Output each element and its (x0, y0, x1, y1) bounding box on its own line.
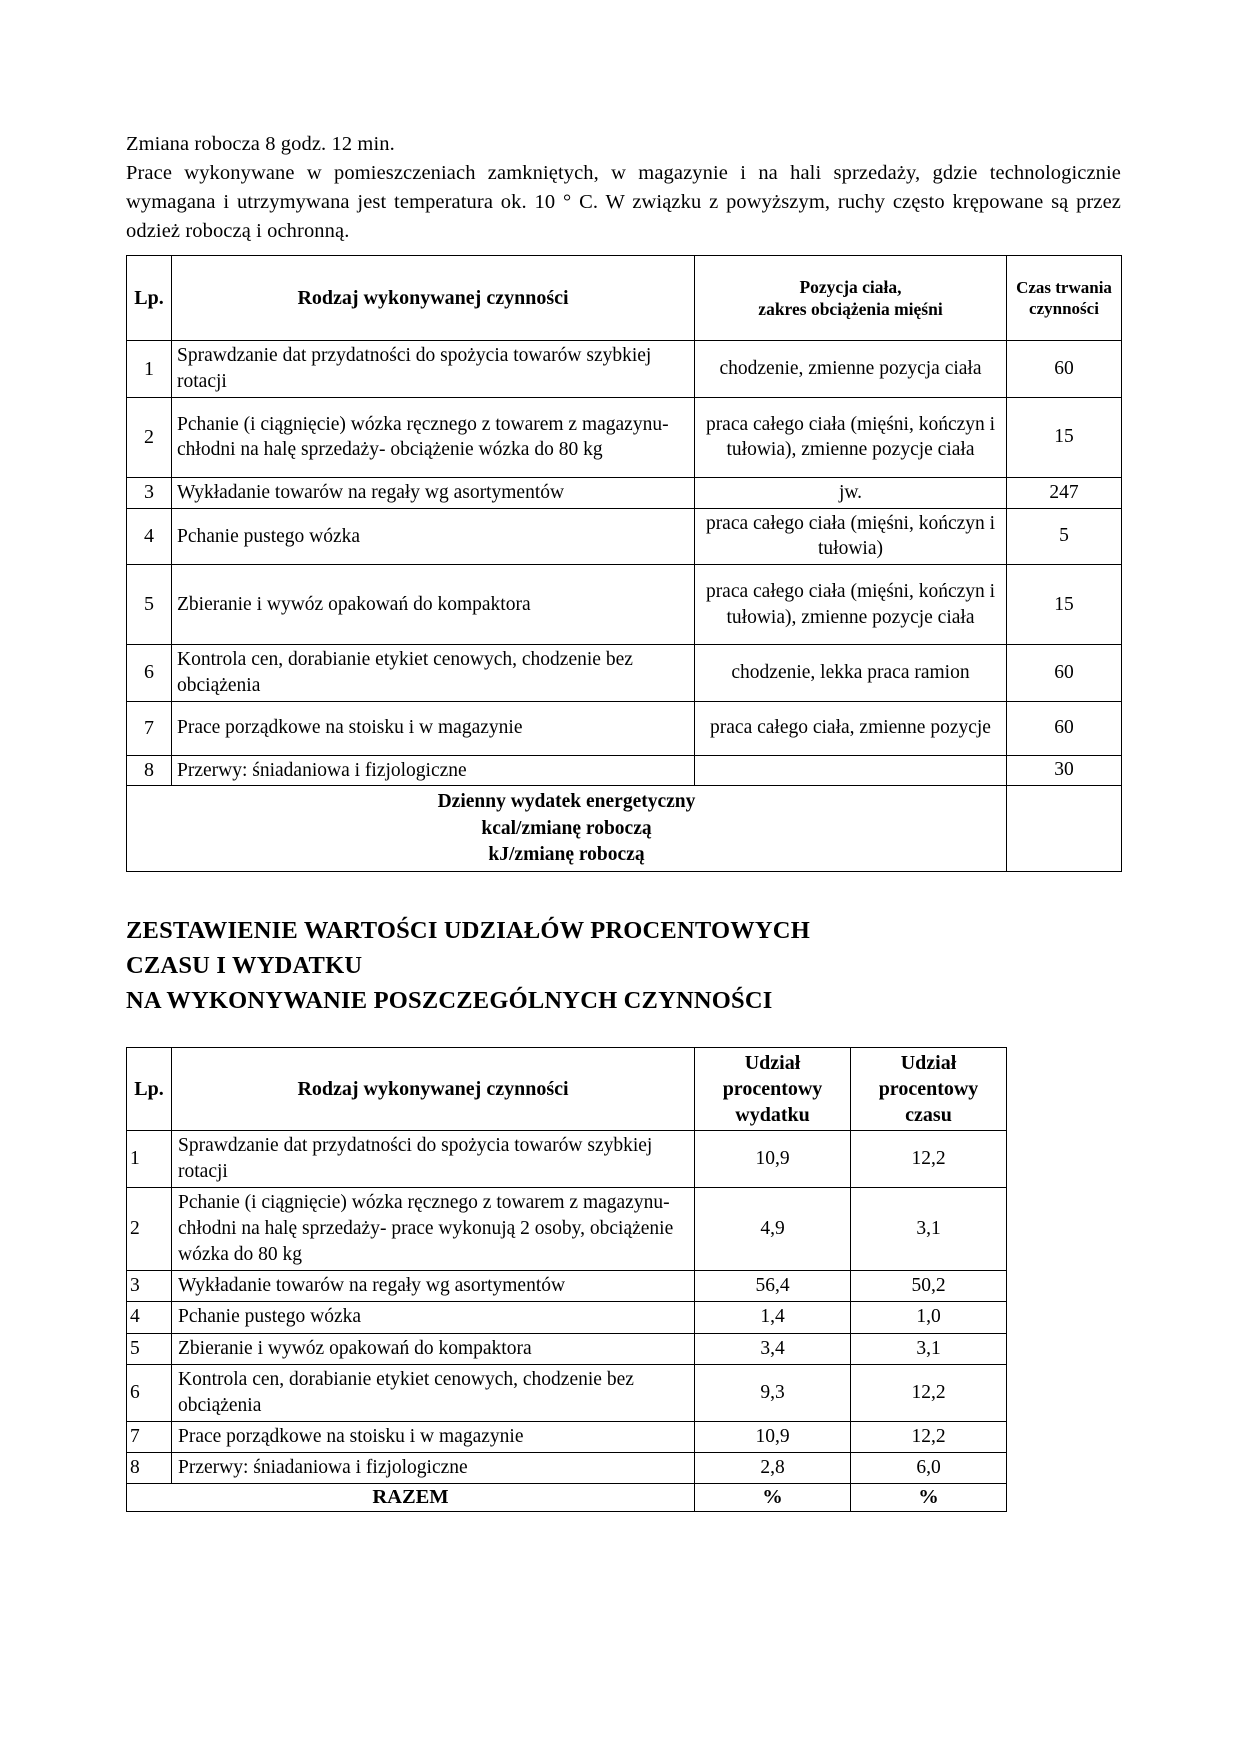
row-lp: 1 (127, 1130, 172, 1187)
table-row (127, 701, 1122, 755)
table-row (127, 645, 1122, 701)
intro-text-block (126, 130, 1121, 246)
table-row (127, 755, 1122, 786)
activities-table-header (127, 256, 1122, 341)
document-content (126, 130, 1121, 1512)
header-lp: Lp. (127, 1047, 172, 1130)
header-time-line1: Udział (900, 1051, 957, 1074)
row-activity: Zbieranie i wywóz opakowań do kompaktora (172, 1333, 695, 1364)
row-expense-percent: 9,3 (695, 1364, 851, 1421)
row-body-position: chodzenie, lekka praca ramion (695, 645, 1007, 701)
row-lp: 8 (127, 1453, 172, 1484)
summary-line3: kJ/zmianę roboczą (488, 843, 645, 865)
header-expense-percent (695, 1047, 851, 1130)
row-time-percent: 12,2 (851, 1421, 1007, 1452)
intro-shift-line: Zmiana robocza 8 godz. 12 min. (126, 133, 395, 155)
summary-label (127, 786, 1007, 872)
row-body-position: praca całego ciała, zmienne pozycje (695, 701, 1007, 755)
row-body-position: praca całego ciała (mięśni, kończyn i tułowia), zmienne pozycje ciała (695, 397, 1007, 477)
table-row (127, 341, 1122, 397)
section-heading (126, 914, 1121, 1018)
row-lp: 1 (127, 341, 172, 397)
summary-line2: kcal/zmianę roboczą (481, 817, 652, 839)
header-duration-line2: czynności (1029, 299, 1099, 319)
row-activity: Sprawdzanie dat przydatności do spożycia towarów szybkiej rotacji (172, 341, 695, 397)
row-duration: 5 (1007, 508, 1122, 564)
row-body-position (695, 755, 1007, 786)
header-activity: Rodzaj wykonywanej czynności (172, 1047, 695, 1130)
header-activity: Rodzaj wykonywanej czynności (172, 256, 695, 341)
row-expense-percent: 3,4 (695, 1333, 851, 1364)
row-duration: 15 (1007, 565, 1122, 645)
row-lp: 4 (127, 1302, 172, 1333)
total-label: RAZEM (127, 1484, 695, 1512)
row-activity: Sprawdzanie dat przydatności do spożycia towarów szybkiej rotacji (172, 1130, 695, 1187)
row-lp: 4 (127, 508, 172, 564)
row-time-percent: 6,0 (851, 1453, 1007, 1484)
row-time-percent: 50,2 (851, 1271, 1007, 1302)
table-row (127, 397, 1122, 477)
header-duration (1007, 256, 1122, 341)
row-lp: 7 (127, 1421, 172, 1452)
percentage-table-header (127, 1047, 1007, 1130)
header-body-position-line2: zakres obciążenia mięśni (758, 299, 943, 320)
row-lp: 2 (127, 397, 172, 477)
row-time-percent: 3,1 (851, 1333, 1007, 1364)
row-lp: 7 (127, 701, 172, 755)
row-activity: Wykładanie towarów na regały wg asortymentów (172, 477, 695, 508)
row-body-position: chodzenie, zmienne pozycja ciała (695, 341, 1007, 397)
row-activity: Pchanie pustego wózka (172, 1302, 695, 1333)
row-expense-percent: 2,8 (695, 1453, 851, 1484)
row-expense-percent: 56,4 (695, 1271, 851, 1302)
section-heading-line2: CZASU I WYDATKU (126, 952, 363, 980)
table-row (127, 1333, 1007, 1364)
header-expense-line3: wydatku (735, 1103, 810, 1126)
activities-table-body (127, 341, 1122, 872)
row-duration: 60 (1007, 341, 1122, 397)
table-header-row (127, 1047, 1007, 1130)
row-time-percent: 12,2 (851, 1364, 1007, 1421)
row-duration: 60 (1007, 701, 1122, 755)
header-duration-line1: Czas trwania (1016, 278, 1112, 298)
row-activity: Prace porządkowe na stoisku i w magazynie (172, 1421, 695, 1452)
row-activity: Wykładanie towarów na regały wg asortymentów (172, 1271, 695, 1302)
row-body-position: jw. (695, 477, 1007, 508)
summary-value (1007, 786, 1122, 872)
activities-table (126, 255, 1122, 872)
row-activity: Przerwy: śniadaniowa i fizjologiczne (172, 755, 695, 786)
intro-paragraph: Prace wykonywane w pomieszczeniach zamkniętych, w magazynie i na hali sprzedaży, gdzie technologicznie wymagana i utrzymywana jest temperatura ok. 10 ° C. W związku z powyższym, ruchy często krępowane są przez odzież roboczą i ochronną. (126, 162, 1121, 243)
row-lp: 6 (127, 645, 172, 701)
header-time-line2: procentowy (878, 1077, 979, 1100)
row-time-percent: 12,2 (851, 1130, 1007, 1187)
row-activity: Kontrola cen, dorabianie etykiet cenowych, chodzenie bez obciążenia (172, 645, 695, 701)
header-body-position-line1: Pozycja ciała, (799, 276, 902, 297)
total-time-percent: % (851, 1484, 1007, 1512)
row-lp: 6 (127, 1364, 172, 1421)
row-activity: Kontrola cen, dorabianie etykiet cenowych, chodzenie bez obciążenia (172, 1364, 695, 1421)
table-header-row (127, 256, 1122, 341)
row-lp: 5 (127, 1333, 172, 1364)
table-row (127, 1130, 1007, 1187)
table-row (127, 1271, 1007, 1302)
row-body-position: praca całego ciała (mięśni, kończyn i tułowia), zmienne pozycje ciała (695, 565, 1007, 645)
summary-line1: Dzienny wydatek energetyczny (437, 791, 696, 813)
total-row (127, 1484, 1007, 1512)
row-time-percent: 3,1 (851, 1187, 1007, 1270)
daily-energy-summary-row (127, 786, 1122, 872)
total-expense-percent: % (695, 1484, 851, 1512)
row-activity: Przerwy: śniadaniowa i fizjologiczne (172, 1453, 695, 1484)
row-lp: 2 (127, 1187, 172, 1270)
row-activity: Pchanie pustego wózka (172, 508, 695, 564)
header-body-position (695, 256, 1007, 341)
row-expense-percent: 10,9 (695, 1130, 851, 1187)
row-duration: 247 (1007, 477, 1122, 508)
section-heading-line3: NA WYKONYWANIE POSZCZEGÓLNYCH CZYNNOŚCI (126, 986, 773, 1014)
table-row (127, 1302, 1007, 1333)
percentage-table (126, 1047, 1007, 1513)
row-expense-percent: 4,9 (695, 1187, 851, 1270)
row-expense-percent: 1,4 (695, 1302, 851, 1333)
table-row (127, 1421, 1007, 1452)
table-row (127, 565, 1122, 645)
row-activity: Zbieranie i wywóz opakowań do kompaktora (172, 565, 695, 645)
row-duration: 60 (1007, 645, 1122, 701)
percentage-table-body (127, 1130, 1007, 1512)
row-duration: 30 (1007, 755, 1122, 786)
row-activity: Prace porządkowe na stoisku i w magazynie (172, 701, 695, 755)
row-expense-percent: 10,9 (695, 1421, 851, 1452)
table-row (127, 1187, 1007, 1270)
header-expense-line1: Udział (744, 1051, 801, 1074)
section-heading-line1: ZESTAWIENIE WARTOŚCI UDZIAŁÓW PROCENTOWYCH (126, 917, 810, 945)
table-row (127, 477, 1122, 508)
row-activity: Pchanie (i ciągnięcie) wózka ręcznego z towarem z magazynu-chłodni na halę sprzedaży- obciążenie wózka do 80 kg (172, 397, 695, 477)
header-expense-line2: procentowy (722, 1077, 823, 1100)
row-activity: Pchanie (i ciągnięcie) wózka ręcznego z towarem z magazynu-chłodni na halę sprzedaży- prace wykonują 2 osoby, obciążenie wózka do 80 kg (172, 1187, 695, 1270)
table-row (127, 1364, 1007, 1421)
row-duration: 15 (1007, 397, 1122, 477)
row-time-percent: 1,0 (851, 1302, 1007, 1333)
header-time-line3: czasu (905, 1103, 952, 1126)
header-time-percent (851, 1047, 1007, 1130)
row-lp: 5 (127, 565, 172, 645)
header-lp: Lp. (127, 256, 172, 341)
row-lp: 3 (127, 1271, 172, 1302)
table-row (127, 1453, 1007, 1484)
row-lp: 3 (127, 477, 172, 508)
row-body-position: praca całego ciała (mięśni, kończyn i tułowia) (695, 508, 1007, 564)
row-lp: 8 (127, 755, 172, 786)
table-row (127, 508, 1122, 564)
